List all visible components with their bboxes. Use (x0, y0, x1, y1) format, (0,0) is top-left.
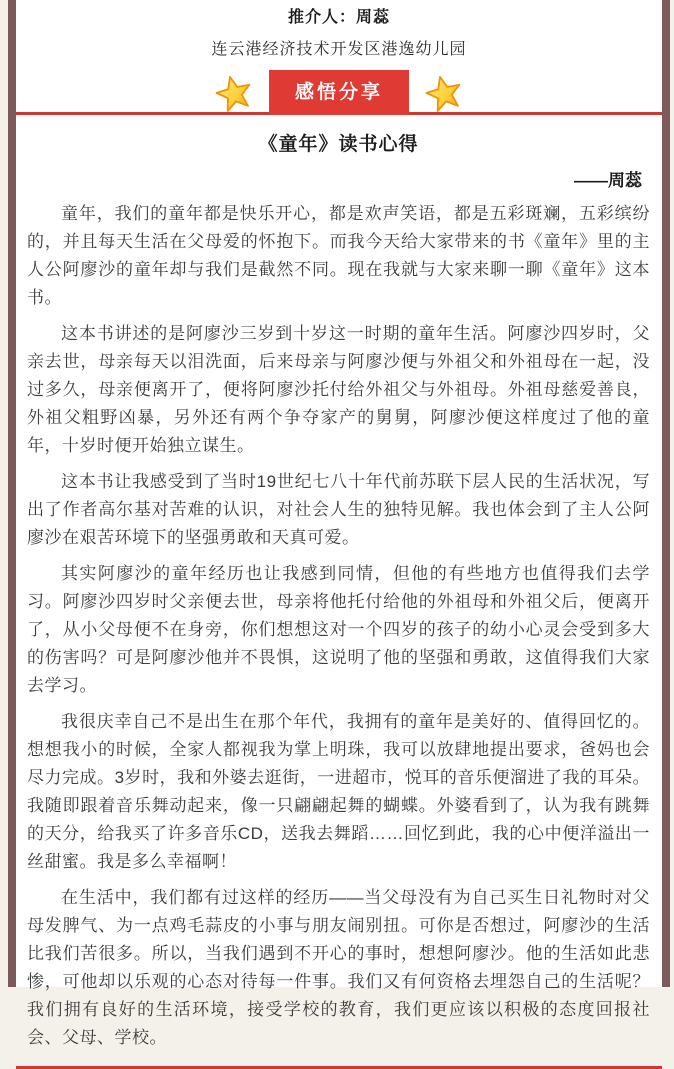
article-paragraphs (27, 200, 650, 1052)
article-byline: ——周蕊 (574, 171, 642, 190)
star-icon (422, 71, 466, 115)
article-body (16, 115, 662, 1066)
article-paragraph: 我很庆幸自己不是出生在那个年代，我拥有的童年是美好的、值得回忆的。想想我小的时候，全家人都视我为掌上明珠，我可以放肆地提出要求，爸妈也会尽力完成。3岁时，我和外婆去逛街，一进超市，悦耳的音乐便溜进了我的耳朵。我随即跟着音乐舞动起来，像一只翩翩起舞的蝴蝶。外婆看到了，认为我有跳舞的天分，给我买了许多音乐CD，送我去舞蹈……回忆到此，我的心中便洋溢出一丝甜蜜。我是多么幸福啊！ (27, 712, 650, 871)
article-paragraph: 在生活中，我们都有过这样的经历——当父母没有为自己买生日礼物时对父母发脾气、为一点鸡毛蒜皮的小事与朋友闹别扭。可你是否想过，阿廖沙的生活比我们苦很多。所以，当我们遇到不开心的事时，想想阿廖沙。他的生活如此悲惨，可他却以乐观的心态对待每一件事。我们又有何资格去埋怨自己的生活呢？我们拥有良好的生活环境，接受学校的教育，我们更应该以积极的态度回报社会、父母、学校。 (27, 888, 650, 1047)
article-title: 《童年》读书心得 (258, 134, 419, 155)
recommender-line: 推介人：周蕊 (287, 9, 390, 26)
article-paragraph: 这本书让我感受到了当时19世纪七八十年代前苏联下层人民的生活状况，写出了作者高尔基对苦难的认识，对社会人生的独特见解。我也体会到了主人公阿廖沙在艰苦环境下的坚强勇敢和天真可爱。 (27, 472, 650, 547)
section-banner-row (16, 70, 662, 115)
article-paragraph: 这本书讲述的是阿廖沙三岁到十岁这一时期的童年生活。阿廖沙四岁时，父亲去世，母亲每天以泪洗面，后来母亲与阿廖沙便与外祖父和外祖母在一起，没过多久，母亲便离开了，便将阿廖沙托付给外祖父与外祖母。外祖母慈爱善良，外祖父粗野凶暴，另外还有两个争夺家产的舅舅，阿廖沙便这样度过了他的童年，十岁时便开始独立谋生。 (27, 324, 650, 455)
article-paragraph: 童年，我们的童年都是快乐开心，都是欢声笑语，都是五彩斑斓，五彩缤纷的，并且每天生活在父母爱的怀抱下。而我今天给大家带来的书《童年》里的主人公阿廖沙的童年却与我们是截然不同。现在我就与大家来聊一聊《童年》这本书。 (27, 204, 650, 307)
section-banner: 感悟分享 (269, 70, 409, 115)
star-icon (212, 71, 256, 115)
organization-line: 连云港经济技术开发区港逸幼儿园 (211, 41, 467, 58)
article-header (16, 0, 662, 115)
article-paragraph: 其实阿廖沙的童年经历也让我感到同情，但他的有些地方也值得我们去学习。阿廖沙四岁时父亲便去世，母亲将他托付给他的外祖母和外祖父后，便离开了，从小父母便不在身旁，你们想想这对一个四岁的孩子的幼小心灵会受到多大的伤害吗？可是阿廖沙他并不畏惧，这说明了他的坚强和勇敢，这值得我们大家去学习。 (27, 564, 650, 695)
article-card (8, 0, 670, 1047)
